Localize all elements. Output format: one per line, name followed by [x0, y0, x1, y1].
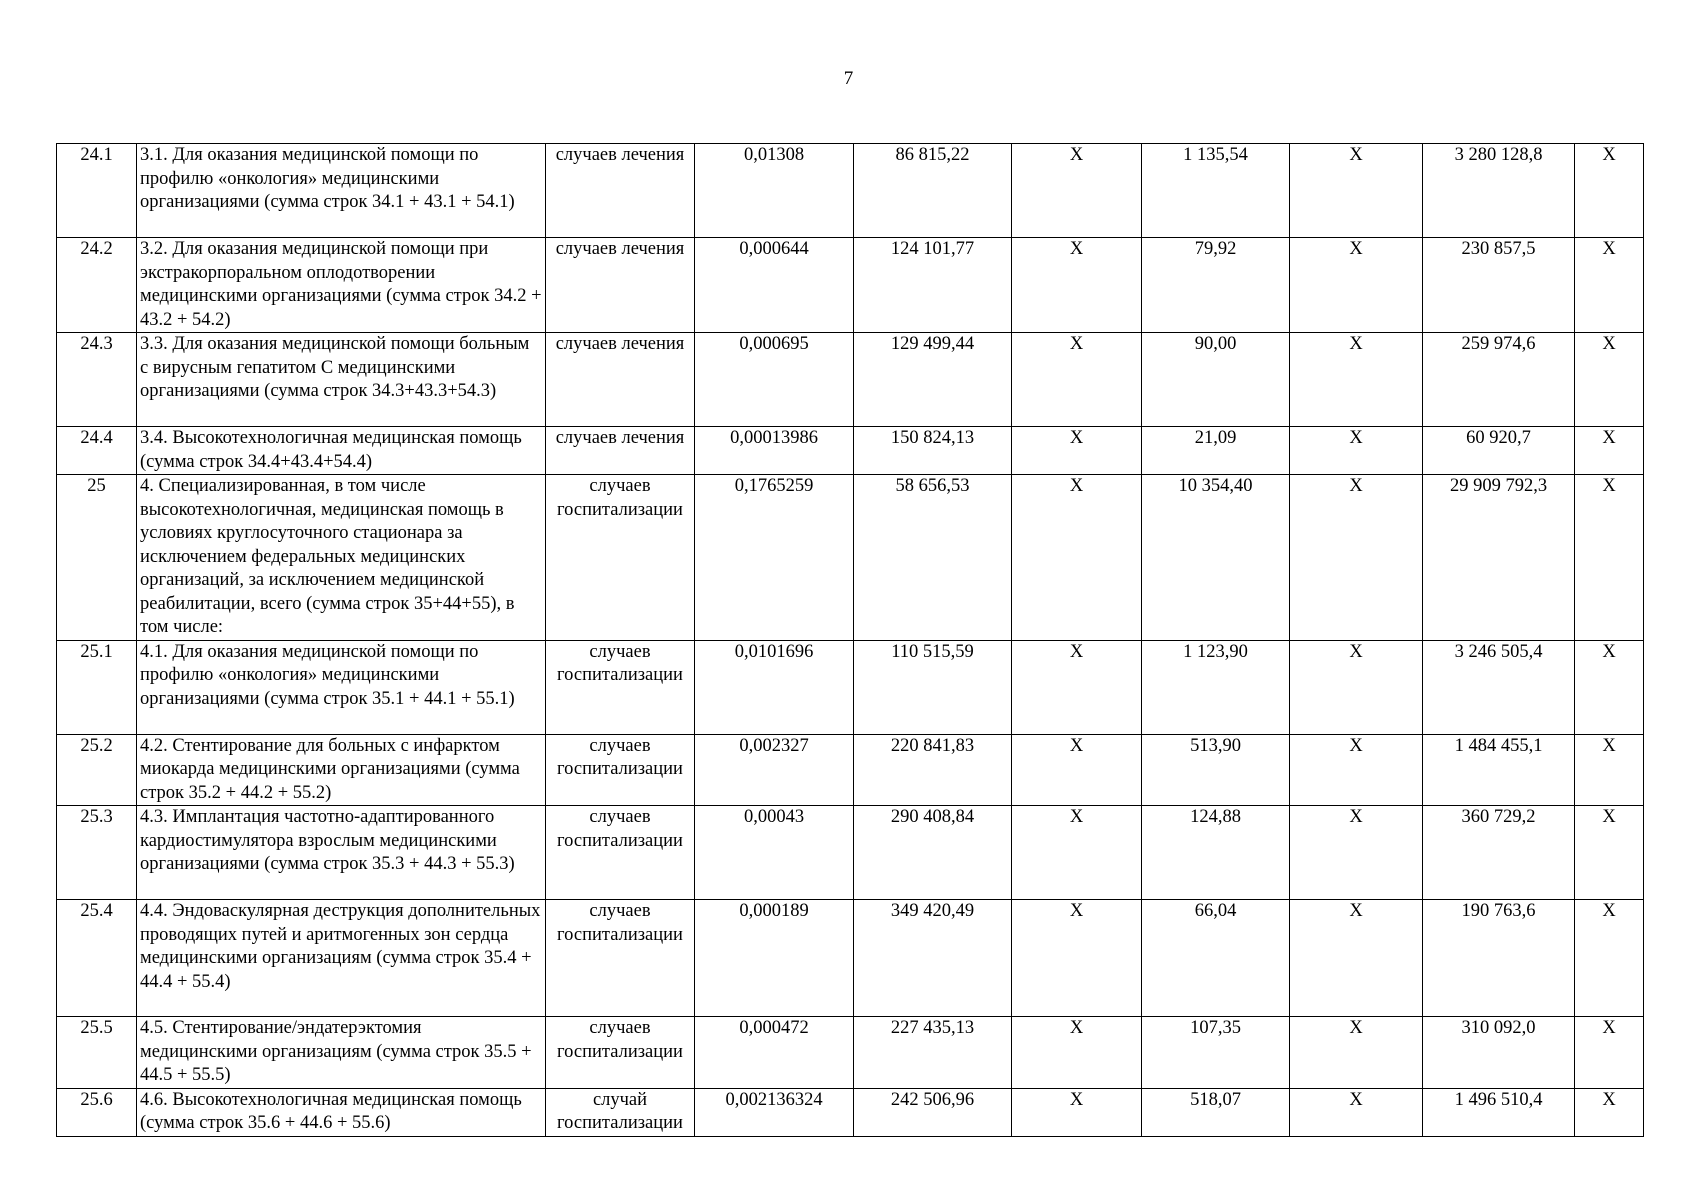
row-number-cell: 24.3: [57, 333, 137, 427]
row-number-cell: 25.2: [57, 734, 137, 806]
row-number-cell: 24.4: [57, 427, 137, 475]
oms-total-cell: 3 246 505,4: [1423, 640, 1575, 734]
budget-total-cell: Х: [1290, 333, 1423, 427]
cost-norm-cell: 290 408,84: [854, 806, 1012, 900]
unit-cell: случай госпитализации: [546, 1088, 695, 1136]
oms-per-capita-cell: 90,00: [1142, 333, 1290, 427]
budget-per-capita-cell: Х: [1012, 640, 1142, 734]
budget-total-cell: Х: [1290, 900, 1423, 1017]
oms-total-cell: 3 280 128,8: [1423, 144, 1575, 238]
oms-total-cell: 1 484 455,1: [1423, 734, 1575, 806]
cost-norm-cell: 242 506,96: [854, 1088, 1012, 1136]
volume-norm-cell: 0,1765259: [695, 475, 854, 641]
indicator-name-cell: 3.4. Высокотехнологичная медицинская помощь (сумма строк 34.4+43.4+54.4): [137, 427, 546, 475]
oms-total-cell: 190 763,6: [1423, 900, 1575, 1017]
budget-per-capita-cell: Х: [1012, 238, 1142, 333]
budget-per-capita-cell: Х: [1012, 734, 1142, 806]
unit-cell: случаев лечения: [546, 333, 695, 427]
budget-total-cell: Х: [1290, 144, 1423, 238]
share-cell: Х: [1575, 144, 1644, 238]
table-body: [57, 144, 1644, 1137]
oms-per-capita-cell: 21,09: [1142, 427, 1290, 475]
budget-total-cell: Х: [1290, 734, 1423, 806]
budget-total-cell: Х: [1290, 806, 1423, 900]
budget-per-capita-cell: Х: [1012, 1088, 1142, 1136]
unit-cell: случаев лечения: [546, 427, 695, 475]
share-cell: Х: [1575, 640, 1644, 734]
data-table: [56, 143, 1644, 1137]
table-row: [57, 1017, 1644, 1089]
cost-norm-cell: 349 420,49: [854, 900, 1012, 1017]
indicator-name-cell: 3.2. Для оказания медицинской помощи при экстракорпоральном оплодотворении медицинскими организациями (сумма строк 34.2 + 43.2 + 54.2): [137, 238, 546, 333]
cost-norm-cell: 124 101,77: [854, 238, 1012, 333]
share-cell: Х: [1575, 333, 1644, 427]
share-cell: Х: [1575, 806, 1644, 900]
share-cell: Х: [1575, 475, 1644, 641]
oms-total-cell: 259 974,6: [1423, 333, 1575, 427]
row-number-cell: 25: [57, 475, 137, 641]
budget-total-cell: Х: [1290, 640, 1423, 734]
indicator-name-cell: 4.4. Эндоваскулярная деструкция дополнительных проводящих путей и аритмогенных зон сердца медицинскими организациям (сумма строк 35.4 + 44.4 + 55.4): [137, 900, 546, 1017]
oms-per-capita-cell: 513,90: [1142, 734, 1290, 806]
cost-norm-cell: 129 499,44: [854, 333, 1012, 427]
row-number-cell: 25.3: [57, 806, 137, 900]
oms-total-cell: 29 909 792,3: [1423, 475, 1575, 641]
budget-per-capita-cell: Х: [1012, 1017, 1142, 1089]
budget-total-cell: Х: [1290, 475, 1423, 641]
table-row: [57, 475, 1644, 641]
oms-total-cell: 310 092,0: [1423, 1017, 1575, 1089]
table-row: [57, 427, 1644, 475]
unit-cell: случаев госпитализации: [546, 475, 695, 641]
share-cell: Х: [1575, 900, 1644, 1017]
unit-cell: случаев лечения: [546, 144, 695, 238]
oms-per-capita-cell: 79,92: [1142, 238, 1290, 333]
unit-cell: случаев госпитализации: [546, 806, 695, 900]
oms-total-cell: 60 920,7: [1423, 427, 1575, 475]
row-number-cell: 24.2: [57, 238, 137, 333]
budget-total-cell: Х: [1290, 427, 1423, 475]
volume-norm-cell: 0,000472: [695, 1017, 854, 1089]
unit-cell: случаев лечения: [546, 238, 695, 333]
cost-norm-cell: 58 656,53: [854, 475, 1012, 641]
oms-total-cell: 360 729,2: [1423, 806, 1575, 900]
table-row: [57, 640, 1644, 734]
page-number: 7: [843, 68, 854, 89]
volume-norm-cell: 0,000644: [695, 238, 854, 333]
table-row: [57, 333, 1644, 427]
volume-norm-cell: 0,00013986: [695, 427, 854, 475]
volume-norm-cell: 0,002136324: [695, 1088, 854, 1136]
budget-total-cell: Х: [1290, 238, 1423, 333]
table-row: [57, 238, 1644, 333]
budget-total-cell: Х: [1290, 1017, 1423, 1089]
indicator-name-cell: 4. Специализированная, в том числе высокотехнологичная, медицинская помощь в условиях круглосуточного стационара за исключением федеральных медицинских организаций, за исключением медицинской реабилитации, всего (сумма строк 35+44+55), в том числе:: [137, 475, 546, 641]
oms-per-capita-cell: 10 354,40: [1142, 475, 1290, 641]
oms-total-cell: 1 496 510,4: [1423, 1088, 1575, 1136]
cost-norm-cell: 86 815,22: [854, 144, 1012, 238]
cost-norm-cell: 110 515,59: [854, 640, 1012, 734]
volume-norm-cell: 0,01308: [695, 144, 854, 238]
budget-per-capita-cell: Х: [1012, 427, 1142, 475]
budget-per-capita-cell: Х: [1012, 333, 1142, 427]
table-row: [57, 806, 1644, 900]
budget-per-capita-cell: Х: [1012, 806, 1142, 900]
volume-norm-cell: 0,00043: [695, 806, 854, 900]
budget-per-capita-cell: Х: [1012, 144, 1142, 238]
row-number-cell: 24.1: [57, 144, 137, 238]
unit-cell: случаев госпитализации: [546, 900, 695, 1017]
table-row: [57, 144, 1644, 238]
oms-per-capita-cell: 518,07: [1142, 1088, 1290, 1136]
indicator-name-cell: 4.6. Высокотехнологичная медицинская помощь (сумма строк 35.6 + 44.6 + 55.6): [137, 1088, 546, 1136]
share-cell: Х: [1575, 734, 1644, 806]
row-number-cell: 25.1: [57, 640, 137, 734]
oms-per-capita-cell: 1 135,54: [1142, 144, 1290, 238]
table-row: [57, 1088, 1644, 1136]
cost-norm-cell: 150 824,13: [854, 427, 1012, 475]
unit-cell: случаев госпитализации: [546, 734, 695, 806]
oms-per-capita-cell: 124,88: [1142, 806, 1290, 900]
volume-norm-cell: 0,000695: [695, 333, 854, 427]
share-cell: Х: [1575, 1088, 1644, 1136]
budget-total-cell: Х: [1290, 1088, 1423, 1136]
table-row: [57, 734, 1644, 806]
indicator-name-cell: 3.1. Для оказания медицинской помощи по профилю «онкология» медицинскими организациями (сумма строк 34.1 + 43.1 + 54.1): [137, 144, 546, 238]
volume-norm-cell: 0,002327: [695, 734, 854, 806]
oms-per-capita-cell: 107,35: [1142, 1017, 1290, 1089]
oms-per-capita-cell: 66,04: [1142, 900, 1290, 1017]
budget-per-capita-cell: Х: [1012, 900, 1142, 1017]
row-number-cell: 25.6: [57, 1088, 137, 1136]
oms-total-cell: 230 857,5: [1423, 238, 1575, 333]
unit-cell: случаев госпитализации: [546, 1017, 695, 1089]
cost-norm-cell: 227 435,13: [854, 1017, 1012, 1089]
indicator-name-cell: 4.2. Стентирование для больных с инфарктом миокарда медицинскими организациями (сумма строк 35.2 + 44.2 + 55.2): [137, 734, 546, 806]
share-cell: Х: [1575, 427, 1644, 475]
volume-norm-cell: 0,0101696: [695, 640, 854, 734]
indicator-name-cell: 4.3. Имплантация частотно-адаптированного кардиостимулятора взрослым медицинскими организациями (сумма строк 35.3 + 44.3 + 55.3): [137, 806, 546, 900]
volume-norm-cell: 0,000189: [695, 900, 854, 1017]
row-number-cell: 25.4: [57, 900, 137, 1017]
row-number-cell: 25.5: [57, 1017, 137, 1089]
share-cell: Х: [1575, 238, 1644, 333]
indicator-name-cell: 3.3. Для оказания медицинской помощи больным с вирусным гепатитом С медицинскими организациями (сумма строк 34.3+43.3+54.3): [137, 333, 546, 427]
indicator-name-cell: 4.1. Для оказания медицинской помощи по профилю «онкология» медицинскими организациями (сумма строк 35.1 + 44.1 + 55.1): [137, 640, 546, 734]
oms-per-capita-cell: 1 123,90: [1142, 640, 1290, 734]
cost-norm-cell: 220 841,83: [854, 734, 1012, 806]
indicator-name-cell: 4.5. Стентирование/эндатерэктомия медицинскими организациям (сумма строк 35.5 + 44.5 + 55.5): [137, 1017, 546, 1089]
budget-per-capita-cell: Х: [1012, 475, 1142, 641]
unit-cell: случаев госпитализации: [546, 640, 695, 734]
share-cell: Х: [1575, 1017, 1644, 1089]
table-row: [57, 900, 1644, 1017]
